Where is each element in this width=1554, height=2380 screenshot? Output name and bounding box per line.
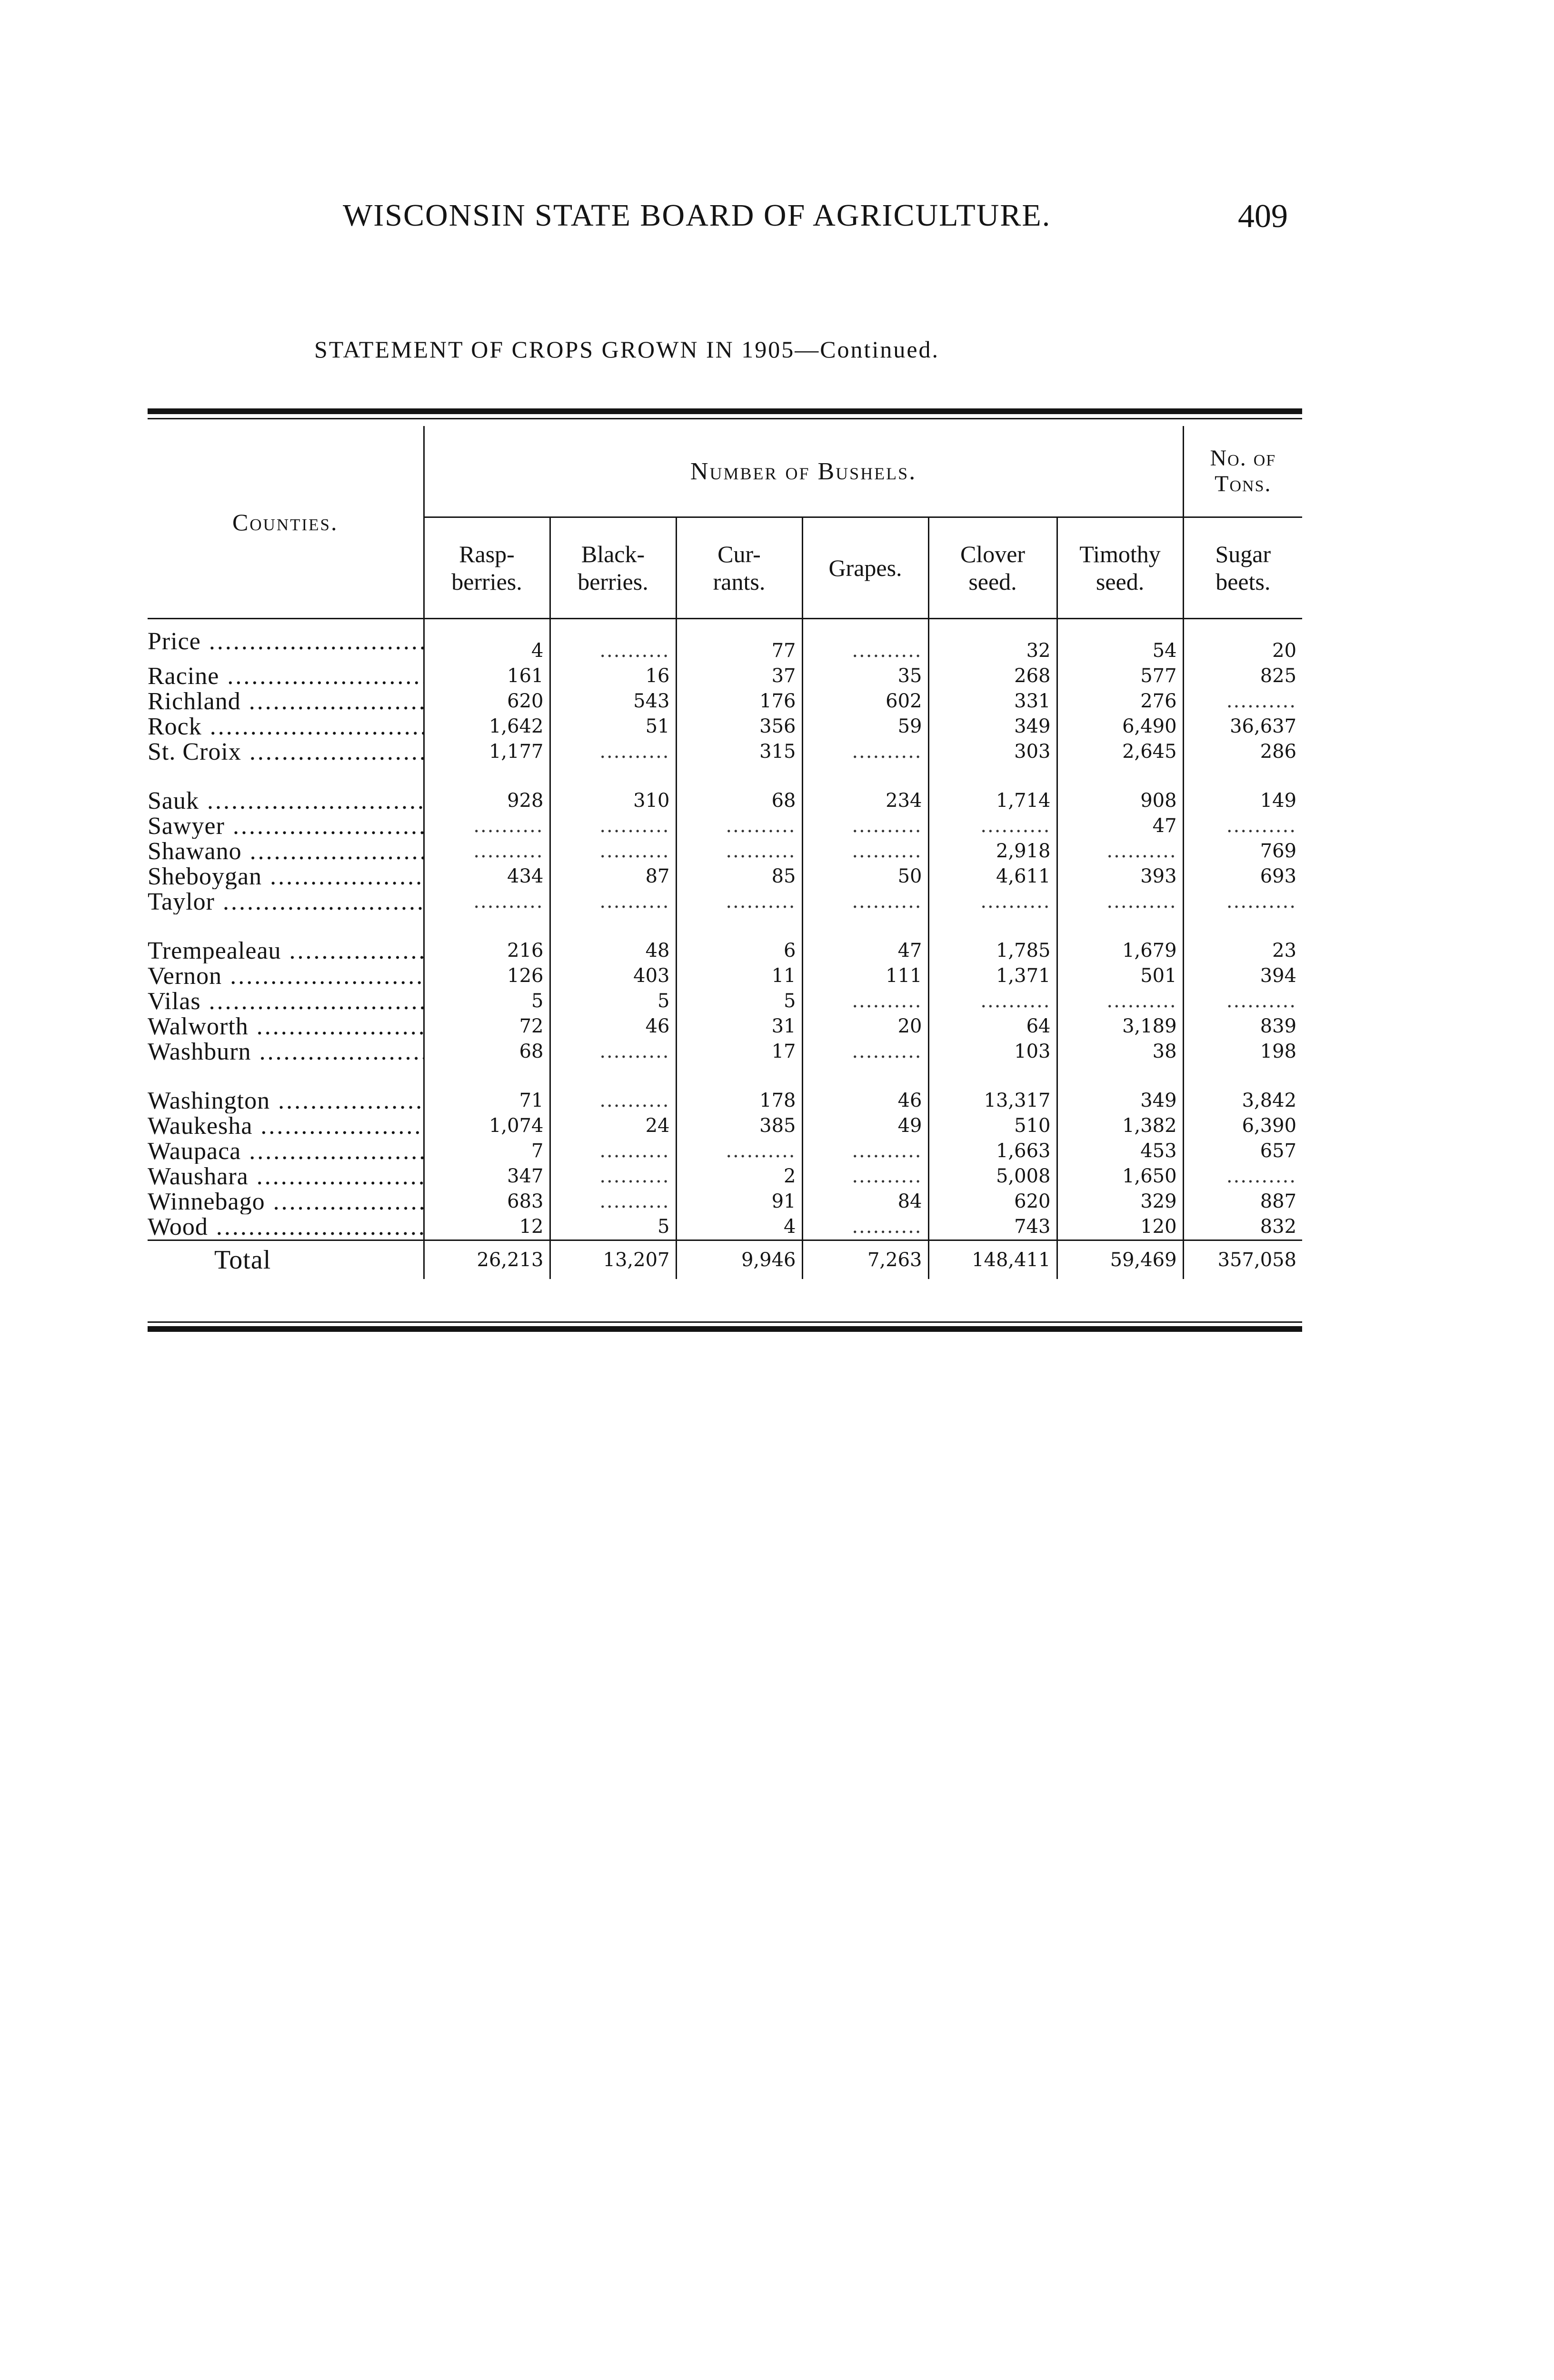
value-cell: 35 [802, 664, 928, 689]
row-label: Waukesha ..... [148, 1113, 424, 1139]
value-cell: 178 [676, 1088, 802, 1113]
value-cell: 501 [1057, 963, 1183, 989]
value-cell: 908 [1057, 788, 1183, 813]
county-name [148, 1039, 424, 1064]
value-cell: 38 [1057, 1039, 1183, 1064]
column-header-line2: rants. [713, 568, 766, 595]
county-name [148, 1214, 424, 1240]
table-row [148, 1164, 1302, 1189]
value-cell: 347 [424, 1164, 550, 1189]
value-cell: 51 [550, 714, 676, 739]
value-cell: 769 [1183, 839, 1302, 864]
spacer-cell [148, 764, 424, 788]
column-header [928, 517, 1057, 619]
table-row [148, 864, 1302, 889]
value-cell: .......... [802, 1139, 928, 1164]
value-cell: .......... [802, 1164, 928, 1189]
table-body [148, 619, 1302, 1279]
value-cell: 543 [550, 689, 676, 714]
running-head: WISCONSIN STATE BOARD OF AGRICULTURE. [343, 198, 1051, 233]
value-cell: 47 [802, 938, 928, 963]
column-header-line2: seed. [1096, 568, 1145, 595]
spacer-cell [1057, 914, 1183, 938]
value-cell: 356 [676, 714, 802, 739]
value-cell: 68 [424, 1039, 550, 1064]
value-cell: 47 [1057, 813, 1183, 839]
bottom-thick-rule [148, 1326, 1302, 1332]
value-cell: 331 [928, 689, 1057, 714]
value-cell: 453 [1057, 1139, 1183, 1164]
value-cell: 5 [676, 989, 802, 1014]
bottom-thin-rule [148, 1321, 1302, 1323]
value-cell: 3,842 [1183, 1088, 1302, 1113]
value-cell: .......... [1183, 813, 1302, 839]
county-name [148, 864, 424, 889]
value-cell: 198 [1183, 1039, 1302, 1064]
value-cell: .......... [550, 1088, 676, 1113]
value-cell: 434 [424, 864, 550, 889]
value-cell: 825 [1183, 664, 1302, 689]
value-cell: 620 [424, 689, 550, 714]
value-cell: 11 [676, 963, 802, 989]
value-cell: 2,645 [1057, 739, 1183, 764]
value-cell: .......... [550, 889, 676, 914]
column-header [550, 517, 676, 619]
table-row [148, 714, 1302, 739]
value-cell: 46 [550, 1014, 676, 1039]
value-cell: 13,207 [550, 1240, 676, 1279]
value-cell: 2,918 [928, 839, 1057, 864]
value-cell: 72 [424, 1014, 550, 1039]
value-cell: 315 [676, 739, 802, 764]
value-cell: 49 [802, 1113, 928, 1139]
value-cell: .......... [802, 813, 928, 839]
value-cell: .......... [550, 1139, 676, 1164]
row-label: Winnebago ..... [148, 1189, 424, 1214]
spacer-cell [928, 764, 1057, 788]
value-cell: 91 [676, 1189, 802, 1214]
value-cell: 68 [676, 788, 802, 813]
value-cell: 1,714 [928, 788, 1057, 813]
value-cell: .......... [802, 889, 928, 914]
value-cell: 832 [1183, 1214, 1302, 1240]
value-cell: 1,679 [1057, 938, 1183, 963]
spacer-cell [676, 914, 802, 938]
value-cell: 12 [424, 1214, 550, 1240]
value-cell: 32 [928, 619, 1057, 664]
spacer-cell [1057, 1064, 1183, 1088]
bushels-group-header: Number of Bushels. [424, 426, 1183, 517]
value-cell: 149 [1183, 788, 1302, 813]
table-row [148, 1113, 1302, 1139]
value-cell: 1,650 [1057, 1164, 1183, 1189]
value-cell: .......... [550, 739, 676, 764]
table-row [148, 989, 1302, 1014]
row-label: Sawyer ..... [148, 813, 424, 839]
value-cell: 20 [1183, 619, 1302, 664]
value-cell: 23 [1183, 938, 1302, 963]
county-name [148, 739, 424, 764]
value-cell: 216 [424, 938, 550, 963]
row-label: Richland ..... [148, 689, 424, 714]
column-header-line1: Sugar [1215, 541, 1271, 567]
county-name [148, 938, 424, 963]
column-header-line1: Grapes. [828, 555, 902, 581]
value-cell: 59,469 [1057, 1240, 1183, 1279]
table-row [148, 619, 1302, 664]
table-subtitle: STATEMENT OF CROPS GROWN IN 1905—Continued. [314, 336, 940, 363]
table-row [148, 739, 1302, 764]
value-cell: 50 [802, 864, 928, 889]
value-cell: 87 [550, 864, 676, 889]
row-label: Sheboygan ..... [148, 864, 424, 889]
value-cell: .......... [676, 1139, 802, 1164]
value-cell: 20 [802, 1014, 928, 1039]
table-row [148, 689, 1302, 714]
value-cell: 120 [1057, 1214, 1183, 1240]
value-cell: .......... [928, 813, 1057, 839]
column-header-line1: Cur- [717, 541, 761, 567]
value-cell: .......... [802, 1214, 928, 1240]
table-row [148, 813, 1302, 839]
spacer-cell [1057, 764, 1183, 788]
value-cell: 276 [1057, 689, 1183, 714]
value-cell: .......... [802, 839, 928, 864]
spacer-cell [550, 1064, 676, 1088]
value-cell: .......... [1183, 989, 1302, 1014]
table-row [148, 1039, 1302, 1064]
value-cell: .......... [550, 1164, 676, 1189]
spacer-cell [148, 1064, 424, 1088]
value-cell: 1,074 [424, 1113, 550, 1139]
value-cell: 111 [802, 963, 928, 989]
county-name [148, 989, 424, 1014]
spacer-cell [1183, 914, 1302, 938]
column-header [1057, 517, 1183, 619]
spacer-cell [928, 1064, 1057, 1088]
spacer-cell [928, 914, 1057, 938]
column-header-line1: Black- [581, 541, 645, 567]
table-row [148, 1214, 1302, 1240]
value-cell: .......... [802, 619, 928, 664]
value-cell: 1,382 [1057, 1113, 1183, 1139]
spacer-cell [802, 764, 928, 788]
value-cell: 385 [676, 1113, 802, 1139]
value-cell: 2 [676, 1164, 802, 1189]
spacer-cell [424, 914, 550, 938]
value-cell: 17 [676, 1039, 802, 1064]
value-cell: 928 [424, 788, 550, 813]
row-label: Sauk ..... [148, 788, 424, 813]
page-number: 409 [1238, 198, 1288, 235]
value-cell: .......... [676, 813, 802, 839]
row-label: Waushara ..... [148, 1164, 424, 1189]
value-cell: 7,263 [802, 1240, 928, 1279]
row-label: Vernon ..... [148, 963, 424, 989]
value-cell: 577 [1057, 664, 1183, 689]
value-cell: 37 [676, 664, 802, 689]
table-row [148, 839, 1302, 864]
value-cell: 349 [1057, 1088, 1183, 1113]
spacer-cell [802, 1064, 928, 1088]
value-cell: 394 [1183, 963, 1302, 989]
spacer-cell [802, 914, 928, 938]
value-cell: .......... [1057, 839, 1183, 864]
value-cell: 46 [802, 1088, 928, 1113]
value-cell: 84 [802, 1189, 928, 1214]
group-spacer [148, 1064, 1302, 1088]
value-cell: .......... [1057, 889, 1183, 914]
value-cell: 887 [1183, 1189, 1302, 1214]
spacer-cell [676, 764, 802, 788]
value-cell: 349 [928, 714, 1057, 739]
value-cell: 268 [928, 664, 1057, 689]
value-cell: 6,490 [1057, 714, 1183, 739]
row-label: Taylor ..... [148, 889, 424, 914]
value-cell: .......... [928, 989, 1057, 1014]
group-spacer [148, 764, 1302, 788]
value-cell: 683 [424, 1189, 550, 1214]
row-label: Shawano ..... [148, 839, 424, 864]
spacer-cell [424, 764, 550, 788]
value-cell: .......... [1057, 989, 1183, 1014]
value-cell: 5 [550, 1214, 676, 1240]
county-name [148, 963, 424, 989]
value-cell: .......... [928, 889, 1057, 914]
value-cell: 1,642 [424, 714, 550, 739]
row-label: St. Croix ..... [148, 739, 424, 764]
spacer-cell [550, 764, 676, 788]
spacer-cell [550, 914, 676, 938]
table-row [148, 1014, 1302, 1039]
spacer-cell [1183, 1064, 1302, 1088]
value-cell: 71 [424, 1088, 550, 1113]
value-cell: 393 [1057, 864, 1183, 889]
county-name [148, 1113, 424, 1139]
table-row [148, 664, 1302, 689]
tons-group-header [1183, 426, 1302, 517]
row-label: Racine ..... [148, 664, 424, 689]
spacer-cell [676, 1064, 802, 1088]
value-cell: 693 [1183, 864, 1302, 889]
county-name [148, 1189, 424, 1214]
value-cell: 657 [1183, 1139, 1302, 1164]
table-row [148, 889, 1302, 914]
value-cell: .......... [1183, 1164, 1302, 1189]
value-cell: .......... [550, 619, 676, 664]
value-cell: .......... [1183, 889, 1302, 914]
value-cell: 54 [1057, 619, 1183, 664]
value-cell: 4 [424, 619, 550, 664]
county-name [148, 1139, 424, 1164]
value-cell: .......... [802, 1039, 928, 1064]
value-cell: 1,785 [928, 938, 1057, 963]
table-row [148, 1139, 1302, 1164]
value-cell: 9,946 [676, 1240, 802, 1279]
value-cell: .......... [1183, 689, 1302, 714]
tons-header-line2: Tons. [1215, 471, 1272, 496]
row-label: Waupaca ..... [148, 1139, 424, 1164]
row-label: Total [214, 1245, 277, 1275]
value-cell: 85 [676, 864, 802, 889]
value-cell: 743 [928, 1214, 1057, 1240]
value-cell: .......... [676, 889, 802, 914]
county-name [148, 813, 424, 839]
value-cell: 16 [550, 664, 676, 689]
county-name [148, 889, 424, 914]
value-cell: 77 [676, 619, 802, 664]
value-cell: 4 [676, 1214, 802, 1240]
column-header-line2: seed. [968, 568, 1017, 595]
total-row [148, 1240, 1302, 1279]
table-row [148, 1088, 1302, 1113]
county-name [148, 714, 424, 739]
spacer-cell [148, 914, 424, 938]
value-cell: 5 [424, 989, 550, 1014]
top-thick-rule [148, 408, 1302, 414]
value-cell: 286 [1183, 739, 1302, 764]
row-label: Washington ..... [148, 1088, 424, 1113]
value-cell: 303 [928, 739, 1057, 764]
county-name [148, 788, 424, 813]
row-label: Trempealeau ..... [148, 938, 424, 963]
value-cell: 48 [550, 938, 676, 963]
column-header-line1: Rasp- [459, 541, 515, 567]
row-label: Wood ..... [148, 1214, 424, 1240]
value-cell: 1,177 [424, 739, 550, 764]
value-cell: .......... [550, 839, 676, 864]
column-header [802, 517, 928, 619]
column-header [1183, 517, 1302, 619]
table-row [148, 788, 1302, 813]
row-label: Washburn ..... [148, 1039, 424, 1064]
value-cell: .......... [550, 1039, 676, 1064]
county-name [148, 1164, 424, 1189]
spacer-cell [424, 1064, 550, 1088]
value-cell: .......... [676, 839, 802, 864]
value-cell: 148,411 [928, 1240, 1057, 1279]
value-cell: 403 [550, 963, 676, 989]
value-cell: 1,371 [928, 963, 1057, 989]
table-row [148, 1189, 1302, 1214]
column-header-line1: Timothy [1079, 541, 1161, 567]
column-header [676, 517, 802, 619]
row-label: Vilas ..... [148, 989, 424, 1014]
county-name [148, 839, 424, 864]
county-name [148, 689, 424, 714]
row-label: Price ..... [148, 628, 424, 655]
value-cell: .......... [550, 813, 676, 839]
spacer-cell [1183, 764, 1302, 788]
value-cell: 176 [676, 689, 802, 714]
column-header-line2: berries. [451, 568, 522, 595]
column-header [424, 517, 550, 619]
value-cell: .......... [802, 739, 928, 764]
value-cell: 103 [928, 1039, 1057, 1064]
county-name [148, 1088, 424, 1113]
value-cell: 6,390 [1183, 1113, 1302, 1139]
row-label: Walworth ..... [148, 1014, 424, 1039]
value-cell: 329 [1057, 1189, 1183, 1214]
county-name [148, 1014, 424, 1039]
value-cell: 6 [676, 938, 802, 963]
value-cell: 1,663 [928, 1139, 1057, 1164]
tons-header-line1: No. of [1210, 446, 1276, 471]
county-name [148, 619, 424, 664]
value-cell: .......... [424, 889, 550, 914]
value-cell: 510 [928, 1113, 1057, 1139]
value-cell: 357,058 [1183, 1240, 1302, 1279]
value-cell: 310 [550, 788, 676, 813]
value-cell: .......... [550, 1189, 676, 1214]
crops-table [148, 426, 1302, 1279]
value-cell: 59 [802, 714, 928, 739]
value-cell: 5 [550, 989, 676, 1014]
column-header-line1: Clover [960, 541, 1026, 567]
value-cell: 13,317 [928, 1088, 1057, 1113]
value-cell: 4,611 [928, 864, 1057, 889]
value-cell: .......... [424, 813, 550, 839]
value-cell: .......... [802, 989, 928, 1014]
value-cell: 5,008 [928, 1164, 1057, 1189]
value-cell: 126 [424, 963, 550, 989]
value-cell: 64 [928, 1014, 1057, 1039]
value-cell: 839 [1183, 1014, 1302, 1039]
value-cell: 7 [424, 1139, 550, 1164]
value-cell: 602 [802, 689, 928, 714]
value-cell: .......... [424, 839, 550, 864]
county-name [148, 664, 424, 689]
value-cell: 36,637 [1183, 714, 1302, 739]
row-label: Rock ..... [148, 714, 424, 739]
column-header-line2: berries. [578, 568, 648, 595]
value-cell: 161 [424, 664, 550, 689]
value-cell: 620 [928, 1189, 1057, 1214]
value-cell: 31 [676, 1014, 802, 1039]
top-thin-rule [148, 418, 1302, 419]
group-spacer [148, 914, 1302, 938]
value-cell: 3,189 [1057, 1014, 1183, 1039]
table-row [148, 938, 1302, 963]
value-cell: 26,213 [424, 1240, 550, 1279]
column-header-line2: beets. [1215, 568, 1271, 595]
value-cell: 24 [550, 1113, 676, 1139]
total-label [148, 1240, 424, 1279]
counties-header: Counties. [148, 426, 424, 619]
value-cell: 234 [802, 788, 928, 813]
table-row [148, 963, 1302, 989]
